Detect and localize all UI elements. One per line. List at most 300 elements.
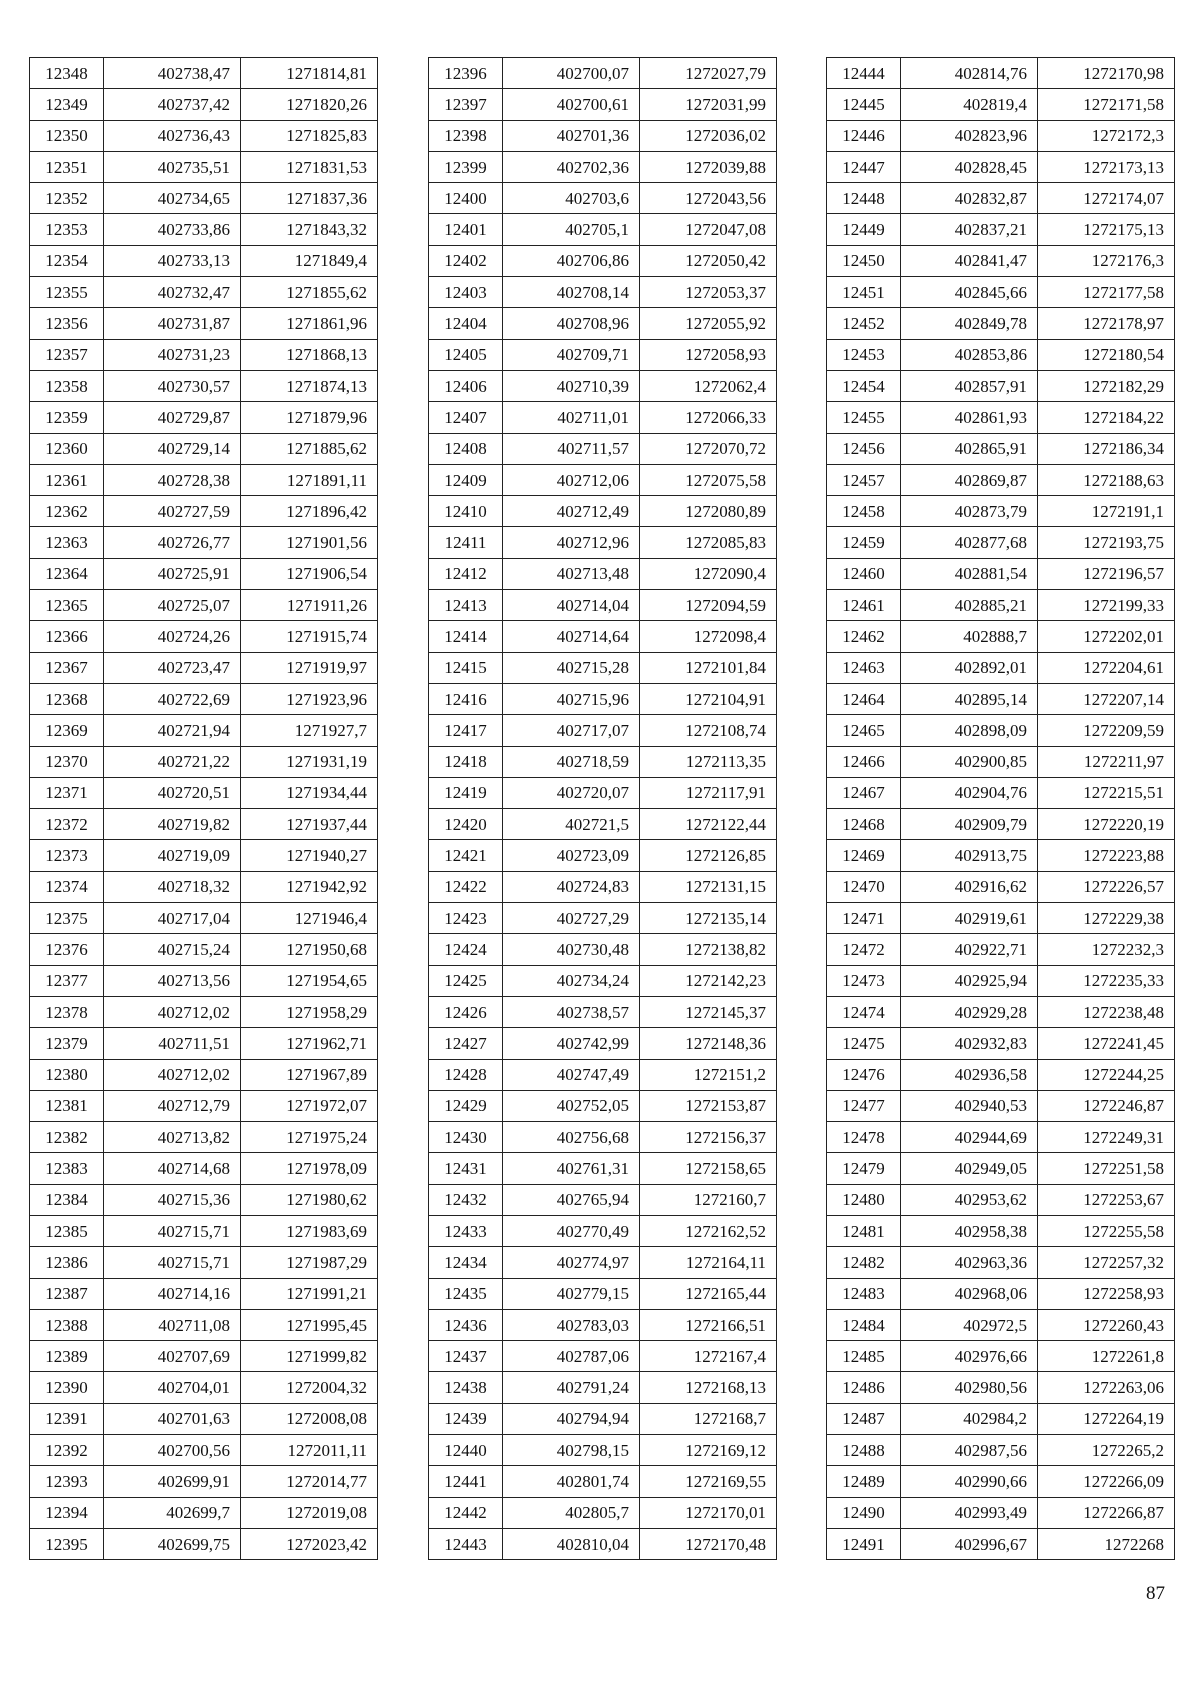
table-row xyxy=(429,433,777,464)
x-coordinate-cell: 402861,93 xyxy=(901,402,1038,433)
y-coordinate-cell: 1272229,38 xyxy=(1038,903,1175,934)
table-row xyxy=(827,183,1175,214)
table-row xyxy=(30,245,378,276)
y-coordinate-cell: 1272235,33 xyxy=(1038,965,1175,996)
y-coordinate-cell: 1272182,29 xyxy=(1038,370,1175,401)
point-number-cell: 12412 xyxy=(429,558,503,589)
table-row xyxy=(30,934,378,965)
x-coordinate-cell: 402711,08 xyxy=(104,1309,241,1340)
x-coordinate-cell: 402712,79 xyxy=(104,1090,241,1121)
x-coordinate-cell: 402845,66 xyxy=(901,277,1038,308)
table-row xyxy=(30,1528,378,1559)
y-coordinate-cell: 1272220,19 xyxy=(1038,809,1175,840)
point-number-cell: 12435 xyxy=(429,1278,503,1309)
table-row xyxy=(827,277,1175,308)
table-row xyxy=(429,1247,777,1278)
y-coordinate-cell: 1272153,87 xyxy=(640,1090,777,1121)
table-row xyxy=(429,339,777,370)
table-row xyxy=(429,1215,777,1246)
x-coordinate-cell: 402700,61 xyxy=(503,89,640,120)
y-coordinate-cell: 1272027,79 xyxy=(640,58,777,89)
x-coordinate-cell: 402885,21 xyxy=(901,590,1038,621)
x-coordinate-cell: 402715,96 xyxy=(503,683,640,714)
y-coordinate-cell: 1272268 xyxy=(1038,1528,1175,1559)
x-coordinate-cell: 402734,24 xyxy=(503,965,640,996)
table-row xyxy=(429,746,777,777)
y-coordinate-cell: 1272117,91 xyxy=(640,777,777,808)
table-row xyxy=(827,1184,1175,1215)
x-coordinate-cell: 402701,36 xyxy=(503,120,640,151)
point-number-cell: 12428 xyxy=(429,1059,503,1090)
table-row xyxy=(827,1122,1175,1153)
x-coordinate-cell: 402888,7 xyxy=(901,621,1038,652)
x-coordinate-cell: 402720,07 xyxy=(503,777,640,808)
table-row xyxy=(827,1153,1175,1184)
table-row xyxy=(827,965,1175,996)
y-coordinate-cell: 1272174,07 xyxy=(1038,183,1175,214)
point-number-cell: 12461 xyxy=(827,590,901,621)
point-number-cell: 12353 xyxy=(30,214,104,245)
table-row xyxy=(429,1184,777,1215)
table-row xyxy=(30,1184,378,1215)
y-coordinate-cell: 1272014,77 xyxy=(241,1466,378,1497)
point-number-cell: 12484 xyxy=(827,1309,901,1340)
x-coordinate-cell: 402714,16 xyxy=(104,1278,241,1309)
table-row xyxy=(429,683,777,714)
table-row xyxy=(30,183,378,214)
point-number-cell: 12385 xyxy=(30,1215,104,1246)
table-row xyxy=(429,1528,777,1559)
point-number-cell: 12455 xyxy=(827,402,901,433)
point-number-cell: 12379 xyxy=(30,1028,104,1059)
x-coordinate-cell: 402738,47 xyxy=(104,58,241,89)
y-coordinate-cell: 1272166,51 xyxy=(640,1309,777,1340)
y-coordinate-cell: 1271980,62 xyxy=(241,1184,378,1215)
x-coordinate-cell: 402881,54 xyxy=(901,558,1038,589)
point-number-cell: 12348 xyxy=(30,58,104,89)
y-coordinate-cell: 1272178,97 xyxy=(1038,308,1175,339)
y-coordinate-cell: 1271891,11 xyxy=(241,464,378,495)
table-row xyxy=(827,1215,1175,1246)
y-coordinate-cell: 1272223,88 xyxy=(1038,840,1175,871)
point-number-cell: 12439 xyxy=(429,1403,503,1434)
point-number-cell: 12483 xyxy=(827,1278,901,1309)
coordinates-table-1 xyxy=(29,57,378,1560)
point-number-cell: 12468 xyxy=(827,809,901,840)
table-row xyxy=(30,903,378,934)
table-row xyxy=(30,527,378,558)
x-coordinate-cell: 402721,22 xyxy=(104,746,241,777)
y-coordinate-cell: 1271978,09 xyxy=(241,1153,378,1184)
point-number-cell: 12488 xyxy=(827,1435,901,1466)
x-coordinate-cell: 402722,69 xyxy=(104,683,241,714)
point-number-cell: 12361 xyxy=(30,464,104,495)
table-row xyxy=(429,1122,777,1153)
x-coordinate-cell: 402877,68 xyxy=(901,527,1038,558)
y-coordinate-cell: 1272226,57 xyxy=(1038,871,1175,902)
x-coordinate-cell: 402940,53 xyxy=(901,1090,1038,1121)
x-coordinate-cell: 402996,67 xyxy=(901,1528,1038,1559)
x-coordinate-cell: 402718,59 xyxy=(503,746,640,777)
table-row xyxy=(827,1278,1175,1309)
y-coordinate-cell: 1271946,4 xyxy=(241,903,378,934)
point-number-cell: 12423 xyxy=(429,903,503,934)
table-row xyxy=(429,89,777,120)
x-coordinate-cell: 402919,61 xyxy=(901,903,1038,934)
y-coordinate-cell: 1271896,42 xyxy=(241,496,378,527)
x-coordinate-cell: 402949,05 xyxy=(901,1153,1038,1184)
x-coordinate-cell: 402709,71 xyxy=(503,339,640,370)
table-row xyxy=(30,715,378,746)
y-coordinate-cell: 1272108,74 xyxy=(640,715,777,746)
x-coordinate-cell: 402774,97 xyxy=(503,1247,640,1278)
x-coordinate-cell: 402980,56 xyxy=(901,1372,1038,1403)
x-coordinate-cell: 402900,85 xyxy=(901,746,1038,777)
x-coordinate-cell: 402857,91 xyxy=(901,370,1038,401)
table-row xyxy=(429,871,777,902)
x-coordinate-cell: 402725,07 xyxy=(104,590,241,621)
x-coordinate-cell: 402791,24 xyxy=(503,1372,640,1403)
y-coordinate-cell: 1271855,62 xyxy=(241,277,378,308)
x-coordinate-cell: 402723,47 xyxy=(104,652,241,683)
point-number-cell: 12413 xyxy=(429,590,503,621)
x-coordinate-cell: 402717,04 xyxy=(104,903,241,934)
table-row xyxy=(429,965,777,996)
point-number-cell: 12445 xyxy=(827,89,901,120)
point-number-cell: 12417 xyxy=(429,715,503,746)
x-coordinate-cell: 402976,66 xyxy=(901,1341,1038,1372)
y-coordinate-cell: 1272058,93 xyxy=(640,339,777,370)
point-number-cell: 12478 xyxy=(827,1122,901,1153)
table-row xyxy=(827,777,1175,808)
y-coordinate-cell: 1271915,74 xyxy=(241,621,378,652)
point-number-cell: 12436 xyxy=(429,1309,503,1340)
y-coordinate-cell: 1271995,45 xyxy=(241,1309,378,1340)
y-coordinate-cell: 1271885,62 xyxy=(241,433,378,464)
point-number-cell: 12419 xyxy=(429,777,503,808)
x-coordinate-cell: 402704,01 xyxy=(104,1372,241,1403)
x-coordinate-cell: 402909,79 xyxy=(901,809,1038,840)
point-number-cell: 12431 xyxy=(429,1153,503,1184)
table-row xyxy=(429,1341,777,1372)
y-coordinate-cell: 1272171,58 xyxy=(1038,89,1175,120)
point-number-cell: 12467 xyxy=(827,777,901,808)
table-row xyxy=(429,1309,777,1340)
table-row xyxy=(827,402,1175,433)
table-row xyxy=(827,1403,1175,1434)
y-coordinate-cell: 1271919,97 xyxy=(241,652,378,683)
y-coordinate-cell: 1272169,12 xyxy=(640,1435,777,1466)
point-number-cell: 12459 xyxy=(827,527,901,558)
y-coordinate-cell: 1272241,45 xyxy=(1038,1028,1175,1059)
table-row xyxy=(827,683,1175,714)
x-coordinate-cell: 402724,26 xyxy=(104,621,241,652)
point-number-cell: 12474 xyxy=(827,996,901,1027)
table-row xyxy=(429,809,777,840)
x-coordinate-cell: 402713,56 xyxy=(104,965,241,996)
x-coordinate-cell: 402865,91 xyxy=(901,433,1038,464)
point-number-cell: 12355 xyxy=(30,277,104,308)
x-coordinate-cell: 402715,24 xyxy=(104,934,241,965)
point-number-cell: 12372 xyxy=(30,809,104,840)
table-row xyxy=(827,1247,1175,1278)
y-coordinate-cell: 1272104,91 xyxy=(640,683,777,714)
x-coordinate-cell: 402710,39 xyxy=(503,370,640,401)
y-coordinate-cell: 1272165,44 xyxy=(640,1278,777,1309)
x-coordinate-cell: 402707,69 xyxy=(104,1341,241,1372)
table-row xyxy=(30,621,378,652)
point-number-cell: 12383 xyxy=(30,1153,104,1184)
table-row xyxy=(30,1122,378,1153)
table-row xyxy=(429,934,777,965)
x-coordinate-cell: 402929,28 xyxy=(901,996,1038,1027)
point-number-cell: 12396 xyxy=(429,58,503,89)
y-coordinate-cell: 1271937,44 xyxy=(241,809,378,840)
table-row xyxy=(429,277,777,308)
table-row xyxy=(30,120,378,151)
point-number-cell: 12401 xyxy=(429,214,503,245)
point-number-cell: 12404 xyxy=(429,308,503,339)
x-coordinate-cell: 402869,87 xyxy=(901,464,1038,495)
y-coordinate-cell: 1271962,71 xyxy=(241,1028,378,1059)
table-row xyxy=(429,1466,777,1497)
table-row xyxy=(30,433,378,464)
table-row xyxy=(30,339,378,370)
y-coordinate-cell: 1272211,97 xyxy=(1038,746,1175,777)
x-coordinate-cell: 402711,51 xyxy=(104,1028,241,1059)
x-coordinate-cell: 402892,01 xyxy=(901,652,1038,683)
point-number-cell: 12409 xyxy=(429,464,503,495)
table-row xyxy=(30,1215,378,1246)
point-number-cell: 12450 xyxy=(827,245,901,276)
table-row xyxy=(827,58,1175,89)
table-row xyxy=(30,590,378,621)
table-row xyxy=(827,871,1175,902)
point-number-cell: 12481 xyxy=(827,1215,901,1246)
y-coordinate-cell: 1271837,36 xyxy=(241,183,378,214)
y-coordinate-cell: 1272265,2 xyxy=(1038,1435,1175,1466)
point-number-cell: 12440 xyxy=(429,1435,503,1466)
point-number-cell: 12434 xyxy=(429,1247,503,1278)
x-coordinate-cell: 402708,14 xyxy=(503,277,640,308)
x-coordinate-cell: 402735,51 xyxy=(104,151,241,182)
table-row xyxy=(429,715,777,746)
table-row xyxy=(827,996,1175,1027)
point-number-cell: 12466 xyxy=(827,746,901,777)
y-coordinate-cell: 1271987,29 xyxy=(241,1247,378,1278)
point-number-cell: 12365 xyxy=(30,590,104,621)
point-number-cell: 12410 xyxy=(429,496,503,527)
point-number-cell: 12384 xyxy=(30,1184,104,1215)
y-coordinate-cell: 1272050,42 xyxy=(640,245,777,276)
coordinates-table-2 xyxy=(428,57,777,1560)
table-row xyxy=(429,840,777,871)
y-coordinate-cell: 1272160,7 xyxy=(640,1184,777,1215)
table-row xyxy=(30,746,378,777)
y-coordinate-cell: 1272244,25 xyxy=(1038,1059,1175,1090)
x-coordinate-cell: 402837,21 xyxy=(901,214,1038,245)
y-coordinate-cell: 1272172,3 xyxy=(1038,120,1175,151)
x-coordinate-cell: 402898,09 xyxy=(901,715,1038,746)
x-coordinate-cell: 402913,75 xyxy=(901,840,1038,871)
point-number-cell: 12378 xyxy=(30,996,104,1027)
y-coordinate-cell: 1272043,56 xyxy=(640,183,777,214)
x-coordinate-cell: 402715,28 xyxy=(503,652,640,683)
point-number-cell: 12374 xyxy=(30,871,104,902)
point-number-cell: 12473 xyxy=(827,965,901,996)
table-row xyxy=(429,590,777,621)
point-number-cell: 12427 xyxy=(429,1028,503,1059)
x-coordinate-cell: 402732,47 xyxy=(104,277,241,308)
x-coordinate-cell: 402730,57 xyxy=(104,370,241,401)
table-row xyxy=(30,965,378,996)
point-number-cell: 12480 xyxy=(827,1184,901,1215)
y-coordinate-cell: 1271975,24 xyxy=(241,1122,378,1153)
y-coordinate-cell: 1272246,87 xyxy=(1038,1090,1175,1121)
point-number-cell: 12451 xyxy=(827,277,901,308)
point-number-cell: 12491 xyxy=(827,1528,901,1559)
point-number-cell: 12420 xyxy=(429,809,503,840)
table-row xyxy=(827,1028,1175,1059)
x-coordinate-cell: 402712,02 xyxy=(104,996,241,1027)
table-row xyxy=(429,1059,777,1090)
y-coordinate-cell: 1271831,53 xyxy=(241,151,378,182)
y-coordinate-cell: 1272232,3 xyxy=(1038,934,1175,965)
y-coordinate-cell: 1272164,11 xyxy=(640,1247,777,1278)
y-coordinate-cell: 1272162,52 xyxy=(640,1215,777,1246)
x-coordinate-cell: 402727,29 xyxy=(503,903,640,934)
point-number-cell: 12399 xyxy=(429,151,503,182)
y-coordinate-cell: 1272215,51 xyxy=(1038,777,1175,808)
point-number-cell: 12389 xyxy=(30,1341,104,1372)
y-coordinate-cell: 1272180,54 xyxy=(1038,339,1175,370)
y-coordinate-cell: 1271820,26 xyxy=(241,89,378,120)
point-number-cell: 12370 xyxy=(30,746,104,777)
y-coordinate-cell: 1272261,8 xyxy=(1038,1341,1175,1372)
y-coordinate-cell: 1272145,37 xyxy=(640,996,777,1027)
point-number-cell: 12368 xyxy=(30,683,104,714)
y-coordinate-cell: 1272047,08 xyxy=(640,214,777,245)
y-coordinate-cell: 1272176,3 xyxy=(1038,245,1175,276)
x-coordinate-cell: 402737,42 xyxy=(104,89,241,120)
table-row xyxy=(429,558,777,589)
y-coordinate-cell: 1272080,89 xyxy=(640,496,777,527)
y-coordinate-cell: 1271950,68 xyxy=(241,934,378,965)
y-coordinate-cell: 1272249,31 xyxy=(1038,1122,1175,1153)
table-row xyxy=(827,433,1175,464)
y-coordinate-cell: 1271814,81 xyxy=(241,58,378,89)
table-row xyxy=(429,58,777,89)
y-coordinate-cell: 1272167,4 xyxy=(640,1341,777,1372)
y-coordinate-cell: 1271972,07 xyxy=(241,1090,378,1121)
x-coordinate-cell: 402734,65 xyxy=(104,183,241,214)
y-coordinate-cell: 1272186,34 xyxy=(1038,433,1175,464)
point-number-cell: 12453 xyxy=(827,339,901,370)
point-number-cell: 12463 xyxy=(827,652,901,683)
point-number-cell: 12363 xyxy=(30,527,104,558)
y-coordinate-cell: 1272202,01 xyxy=(1038,621,1175,652)
x-coordinate-cell: 402699,91 xyxy=(104,1466,241,1497)
y-coordinate-cell: 1272251,58 xyxy=(1038,1153,1175,1184)
x-coordinate-cell: 402922,71 xyxy=(901,934,1038,965)
point-number-cell: 12402 xyxy=(429,245,503,276)
y-coordinate-cell: 1272168,7 xyxy=(640,1403,777,1434)
table-row xyxy=(30,1309,378,1340)
x-coordinate-cell: 402701,63 xyxy=(104,1403,241,1434)
table-row xyxy=(429,308,777,339)
x-coordinate-cell: 402853,86 xyxy=(901,339,1038,370)
table-row xyxy=(429,464,777,495)
table-row xyxy=(429,1497,777,1528)
table-row xyxy=(827,1528,1175,1559)
y-coordinate-cell: 1272090,4 xyxy=(640,558,777,589)
point-number-cell: 12425 xyxy=(429,965,503,996)
table-row xyxy=(30,1247,378,1278)
y-coordinate-cell: 1272191,1 xyxy=(1038,496,1175,527)
point-number-cell: 12458 xyxy=(827,496,901,527)
point-number-cell: 12465 xyxy=(827,715,901,746)
point-number-cell: 12457 xyxy=(827,464,901,495)
y-coordinate-cell: 1271906,54 xyxy=(241,558,378,589)
y-coordinate-cell: 1272113,35 xyxy=(640,746,777,777)
y-coordinate-cell: 1272062,4 xyxy=(640,370,777,401)
x-coordinate-cell: 402849,78 xyxy=(901,308,1038,339)
y-coordinate-cell: 1271999,82 xyxy=(241,1341,378,1372)
table-row xyxy=(827,370,1175,401)
point-number-cell: 12442 xyxy=(429,1497,503,1528)
y-coordinate-cell: 1272184,22 xyxy=(1038,402,1175,433)
x-coordinate-cell: 402712,06 xyxy=(503,464,640,495)
x-coordinate-cell: 402841,47 xyxy=(901,245,1038,276)
x-coordinate-cell: 402819,4 xyxy=(901,89,1038,120)
table-row xyxy=(827,746,1175,777)
point-number-cell: 12388 xyxy=(30,1309,104,1340)
table-row xyxy=(827,715,1175,746)
point-number-cell: 12447 xyxy=(827,151,901,182)
point-number-cell: 12460 xyxy=(827,558,901,589)
x-coordinate-cell: 402703,6 xyxy=(503,183,640,214)
x-coordinate-cell: 402814,76 xyxy=(901,58,1038,89)
table-row xyxy=(827,151,1175,182)
y-coordinate-cell: 1272138,82 xyxy=(640,934,777,965)
point-number-cell: 12358 xyxy=(30,370,104,401)
point-number-cell: 12472 xyxy=(827,934,901,965)
y-coordinate-cell: 1271991,21 xyxy=(241,1278,378,1309)
y-coordinate-cell: 1272170,01 xyxy=(640,1497,777,1528)
y-coordinate-cell: 1272168,13 xyxy=(640,1372,777,1403)
point-number-cell: 12377 xyxy=(30,965,104,996)
x-coordinate-cell: 402770,49 xyxy=(503,1215,640,1246)
point-number-cell: 12475 xyxy=(827,1028,901,1059)
y-coordinate-cell: 1271874,13 xyxy=(241,370,378,401)
table-row xyxy=(827,590,1175,621)
table-row xyxy=(429,183,777,214)
point-number-cell: 12477 xyxy=(827,1090,901,1121)
y-coordinate-cell: 1272177,58 xyxy=(1038,277,1175,308)
table-row xyxy=(30,58,378,89)
x-coordinate-cell: 402747,49 xyxy=(503,1059,640,1090)
x-coordinate-cell: 402953,62 xyxy=(901,1184,1038,1215)
table-row xyxy=(429,527,777,558)
y-coordinate-cell: 1271967,89 xyxy=(241,1059,378,1090)
table-row xyxy=(30,1372,378,1403)
x-coordinate-cell: 402727,59 xyxy=(104,496,241,527)
table-row xyxy=(827,652,1175,683)
y-coordinate-cell: 1272053,37 xyxy=(640,277,777,308)
point-number-cell: 12432 xyxy=(429,1184,503,1215)
point-number-cell: 12359 xyxy=(30,402,104,433)
y-coordinate-cell: 1272085,83 xyxy=(640,527,777,558)
